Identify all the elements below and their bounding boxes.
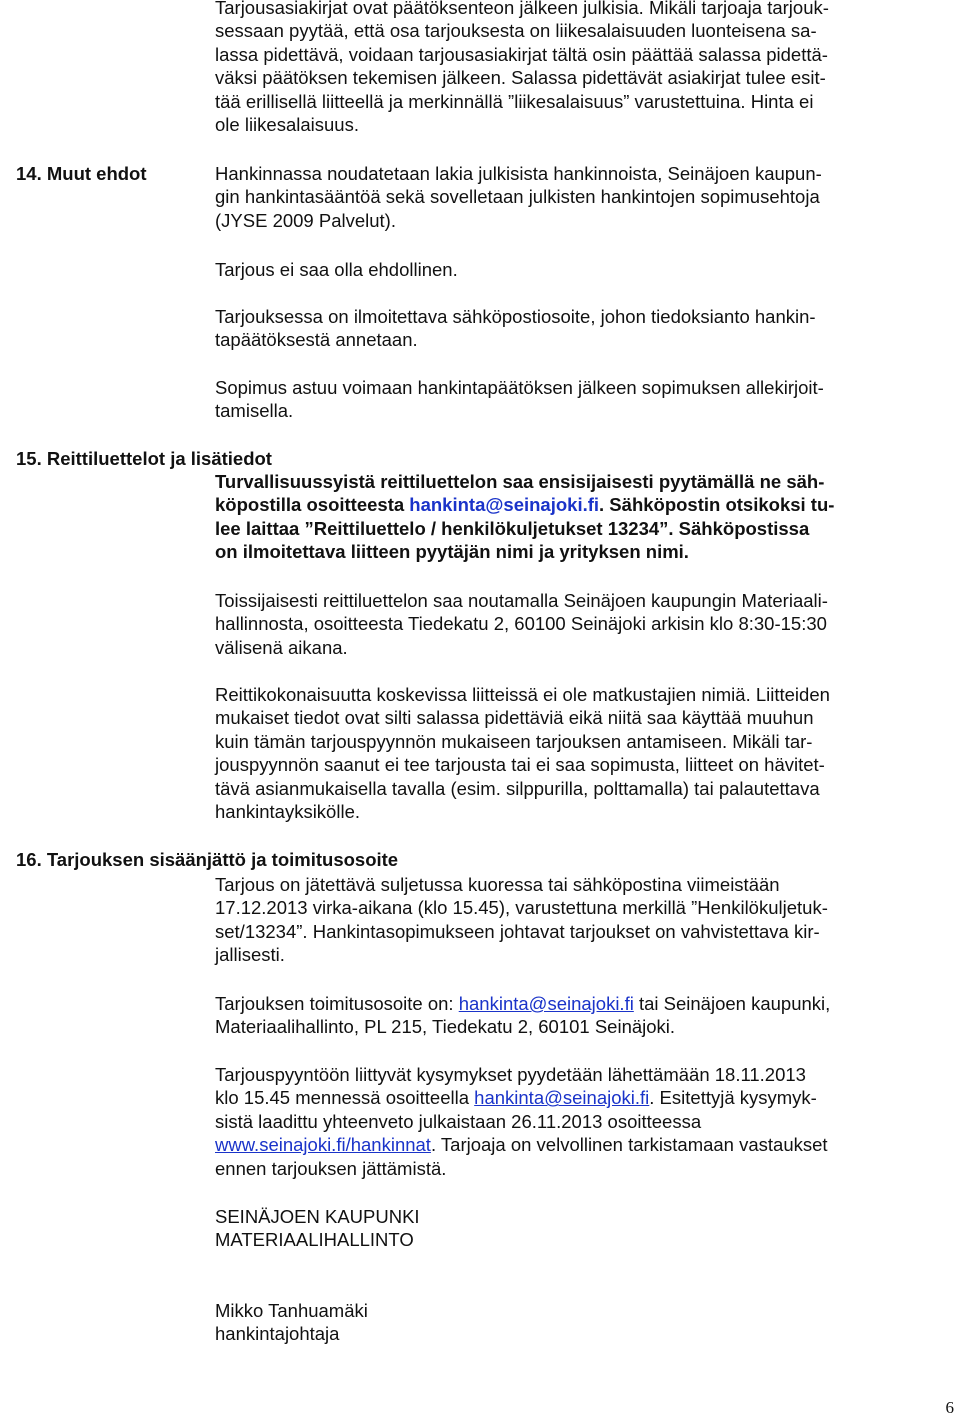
section-14-p1 — [215, 162, 905, 232]
section-14-p3-line-2: tapäätöksestä annetaan. — [215, 329, 418, 351]
section-15-p2 — [215, 589, 905, 659]
section-16-p1 — [215, 873, 905, 967]
email-link[interactable]: hankinta@seinajoki.fi — [409, 494, 600, 516]
section-15-p1-line-2 — [215, 493, 905, 516]
email-link[interactable]: hankinta@seinajoki.fi — [474, 1087, 650, 1109]
section-16-p3 — [215, 1063, 905, 1180]
intro-line-5: tää erillisellä liitteellä ja merkinnällä ”liikesalaisuus” varustettuina. Hinta ei — [215, 90, 814, 112]
section-14-p4 — [215, 376, 905, 423]
section-16-p3-line-1: Tarjouspyyntöön liittyvät kysymykset pyydetään lähettämään 18.11.2013 — [215, 1064, 806, 1085]
section-14-p4-line-2: tamisella. — [215, 400, 294, 422]
signer-name: Mikko Tanhuamäki — [215, 1300, 368, 1321]
section-15-p3-line-1: Reittikokonaisuutta koskevissa liitteissä ei ole matkustajien nimiä. Liitteiden — [215, 684, 830, 705]
section-14-p1-line-1: Hankinnassa noudatetaan lakia julkisista hankinnoista, Seinäjoen kaupun- — [215, 163, 822, 184]
section-15-p2-line-1: Toissijaisesti reittiluettelon saa noutamalla Seinäjoen kaupungin Materiaali- — [215, 590, 828, 611]
section-15-p3-line-4: jouspyynnön saanut ei tee tarjousta tai ei saa sopimusta, liitteet on hävitet- — [215, 754, 825, 776]
intro-line-1: Tarjousasiakirjat ovat päätöksenteon jälkeen julkisia. Mikäli tarjoaja tarjouk- — [215, 0, 829, 18]
section-14-p1-line-3: (JYSE 2009 Palvelut). — [215, 209, 396, 231]
intro-line-4: väksi päätöksen tekemisen jälkeen. Salassa pidettävät asiakirjat tulee esit- — [215, 67, 826, 89]
section-16-p2-line-2: Materiaalihallinto, PL 215, Tiedekatu 2, 60101 Seinäjoki. — [215, 1016, 676, 1038]
section-16-p1-line-2: 17.12.2013 virka-aikana (klo 15.45), varustettuna merkillä ”Henkilökuljetuk- — [215, 897, 828, 919]
intro-line-6: ole liikesalaisuus. — [215, 114, 359, 136]
section-16-heading: 16. Tarjouksen sisäänjättö ja toimitusosoite — [16, 849, 399, 870]
section-15-p1-line-2-pre: köpostilla osoitteesta — [215, 494, 410, 516]
organization-block — [215, 1205, 905, 1252]
section-14-heading: 14. Muut ehdot — [16, 163, 147, 184]
section-14-p1-line-2: gin hankintasääntöä sekä sovelletaan julkisten hankintojen sopimusehtoja — [215, 186, 820, 208]
section-15-p2-line-2: hallinnosta, osoitteesta Tiedekatu 2, 60100 Seinäjoki arkisin klo 8:30-15:30 — [215, 613, 827, 635]
section-16-p3-line-3: sistä laadittu yhteenveto julkaistaan 26.11.2013 osoitteessa — [215, 1110, 702, 1132]
section-15-p3-line-6: hankintayksikölle. — [215, 801, 360, 823]
website-link[interactable]: www.seinajoki.fi/hankinnat — [215, 1134, 431, 1156]
section-16-p3-line-4-post: . Tarjoaja on velvollinen tarkistamaan vastaukset — [430, 1134, 828, 1156]
section-16-p3-line-2-pre: klo 15.45 mennessä osoitteella — [215, 1087, 475, 1109]
intro-line-3: lassa pidettävä, voidaan tarjousasiakirjat tältä osin päättää salassa pidettä- — [215, 43, 828, 65]
section-15-p1-line-2-post: . Sähköpostin otsikoksi tu- — [599, 494, 835, 516]
section-16-p3-line-2 — [215, 1086, 905, 1109]
section-15-p1 — [215, 470, 905, 564]
section-16-p2-line-1-post: tai Seinäjoen kaupunki, — [633, 993, 831, 1014]
section-15-heading: 15. Reittiluettelot ja lisätiedot — [16, 448, 272, 469]
section-15-p1-line-3: lee laittaa ”Reittiluettelo / henkilökuljetukset 13234”. Sähköpostissa — [215, 517, 810, 539]
organization-name: SEINÄJOEN KAUPUNKI — [215, 1206, 420, 1227]
section-15-p3-line-2: mukaiset tiedot ovat silti salassa pidettäviä eikä niitä saa käyttää muuhun — [215, 707, 814, 729]
section-14-p2 — [215, 258, 905, 281]
section-15-p3 — [215, 683, 905, 823]
section-14-p3-line-1: Tarjouksessa on ilmoitettava sähköpostiosoite, johon tiedoksianto hankin- — [215, 306, 816, 327]
section-14-p3 — [215, 305, 905, 352]
section-16-p2-line-1 — [215, 992, 905, 1015]
signature-block — [215, 1299, 905, 1346]
section-16-p3-line-4 — [215, 1133, 905, 1156]
section-15-p1-line-4: on ilmoitettava liitteen pyytäjän nimi ja yrityksen nimi. — [215, 541, 689, 563]
section-16-p2 — [215, 992, 905, 1039]
section-15-p3-line-3: kuin tämän tarjouspyynnön mukaiseen tarjouksen antamiseen. Mikäli tar- — [215, 730, 813, 752]
page-number: 6 — [945, 1398, 954, 1417]
intro-line-2: sessaan pyytää, että osa tarjouksesta on liikesalaisuuden luonteisena sa- — [215, 20, 817, 42]
email-link[interactable]: hankinta@seinajoki.fi — [458, 993, 634, 1014]
organization-unit: MATERIAALIHALLINTO — [215, 1229, 414, 1251]
section-15-p1-line-1: Turvallisuussyistä reittiluettelon saa ensisijaisesti pyytämällä ne säh- — [215, 471, 825, 492]
signer-title: hankintajohtaja — [215, 1323, 340, 1345]
section-16-p3-line-5: ennen tarjouksen jättämistä. — [215, 1157, 447, 1179]
section-14-p4-line-1: Sopimus astuu voimaan hankintapäätöksen jälkeen sopimuksen allekirjoit- — [215, 377, 824, 398]
section-15-p3-line-5: tävä asianmukaisella tavalla (esim. silppurilla, polttamalla) tai palautettava — [215, 777, 820, 799]
section-15-p2-line-3: välisenä aikana. — [215, 636, 348, 658]
section-16-p1-line-4: jallisesti. — [215, 944, 285, 966]
section-16-p1-line-3: set/13234”. Hankintasopimukseen johtavat tarjoukset on vahvistettava kir- — [215, 920, 820, 942]
section-16-p3-line-2-post: . Esitettyjä kysymyk- — [649, 1087, 817, 1109]
section-16-p1-line-1: Tarjous on jätettävä suljetussa kuoressa tai sähköpostina viimeistään — [215, 874, 780, 895]
section-16-p2-line-1-pre: Tarjouksen toimitusosoite on: — [215, 993, 459, 1014]
intro-paragraph — [215, 0, 905, 136]
section-14-p2-line-1: Tarjous ei saa olla ehdollinen. — [215, 259, 458, 280]
